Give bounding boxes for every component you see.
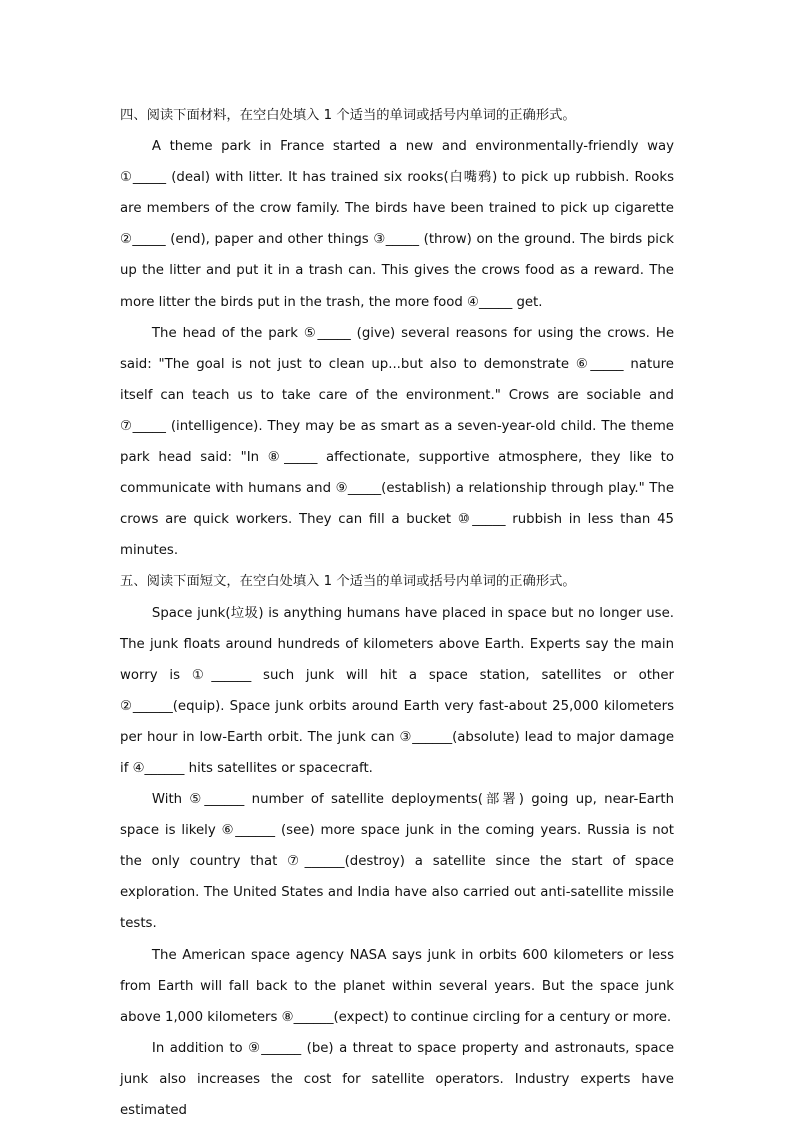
section-5-paragraph-3: The American space agency NASA says junk in orbits 600 kilometers or less from Earth will fall back to the planet within several years. But the space junk above 1,000 kilometers ⑧______(expect) to continue circling for a century or more. bbox=[120, 947, 674, 1025]
section-5-heading: 五、阅读下面短文，在空白处填入 1 个适当的单词或括号内单词的正确形式。 bbox=[120, 574, 576, 590]
section-4-heading: 四、阅读下面材料，在空白处填入 1 个适当的单词或括号内单词的正确形式。 bbox=[120, 108, 576, 123]
section-5-paragraph-2: With ⑤______ number of satellite deployments(部署) going up, near-Earth space is likely ⑥______ (see) more space junk in the coming years. Russia is not the only country that ⑦______(destroy) a satellite since the start of space exploration. The United States and India have also carried out anti-satellite missile tests. bbox=[120, 792, 674, 932]
section-4-paragraph-1: A theme park in France started a new and environmentally-friendly way ①_____ (deal) with litter. It has trained six rooks(白嘴鸦) to pick up rubbish. Rooks are members of the crow family. The birds have been trained to pick up cigarette ②_____ (end), paper and other things ③_____ (throw) on the ground. The birds pick up the litter and put it in a trash can. This gives the crows food as a reward. The more litter the birds put in the trash, the more food ④_____ get. bbox=[120, 139, 674, 310]
section-5-paragraph-1: Space junk(垃圾) is anything humans have placed in space but no longer use. The junk floats around hundreds of kilometers above Earth. Experts say the main worry is ①______ such junk will hit a space station, satellites or other ②______(equip). Space junk orbits around Earth very fast-about 25,000 kilometers per hour in low-Earth orbit. The junk can ③______(absolute) lead to major damage if ④______ hits satellites or spacecraft. bbox=[120, 605, 674, 776]
section-4-paragraph-2: The head of the park ⑤_____ (give) several reasons for using the crows. He said: "The goal is not just to clean up...but also to demonstrate ⑥_____ nature itself can teach us to take care of the environment." Crows are sociable and ⑦_____ (intelligence). They may be as smart as a seven-year-old child. The theme park head said: "In ⑧_____ affectionate, supportive atmosphere, they like to communicate with humans and ⑨_____(establish) a relationship through play." The crows are quick workers. They can fill a bucket ⑩_____ rubbish in less than 45 minutes. bbox=[120, 325, 674, 559]
section-5-paragraph-4: In addition to ⑨______ (be) a threat to space property and astronauts, space junk also increases the cost for satellite operators. Industry experts have estimated bbox=[120, 1040, 674, 1118]
document-page bbox=[120, 100, 674, 1126]
